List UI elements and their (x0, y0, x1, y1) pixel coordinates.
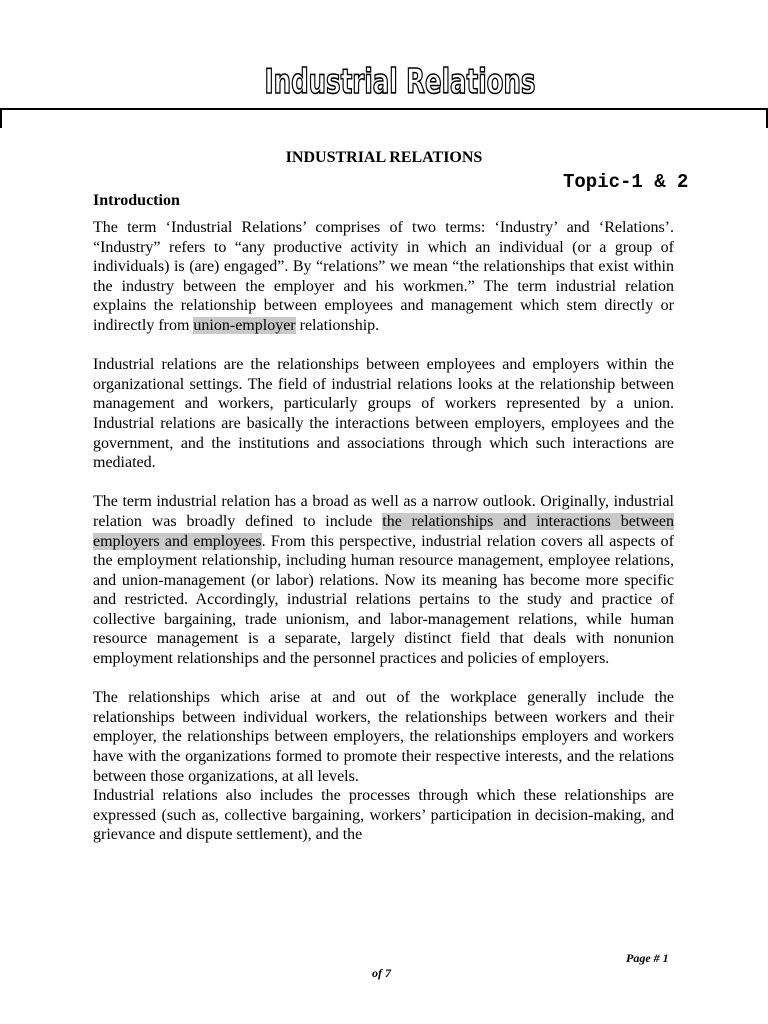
paragraph-3-text-b: . From this perspective, industrial relation covers all aspects of the employment relationship, including human resource management, employee relations, and union-management (or labor) relations. Now its meaning has become more specific and restricted. Accordingly, industrial relations pertains to the study and practice of collective bargaining, trade unionism, and labor-management relations, while human resource management is a separate, largely distinct field that deals with nonunion employment relationships and the personnel practices and policies of employers. (93, 532, 675, 668)
page-count: of 7 (372, 966, 391, 980)
introduction-heading: Introduction (93, 192, 180, 209)
header-rule-left-tick (0, 108, 2, 128)
paragraph-3-highlight: the relationships and interactions between employers and employees (93, 512, 675, 550)
paragraph-5: Industrial relations also includes the processes through which these relationships are expressed (such as, collective bargaining, workers’ participation in decision-making, and grievance and dispute settlement), and the (93, 787, 674, 844)
paragraph-2: Industrial relations are the relationships between employees and employers within the organizational settings. The field of industrial relations looks at the relationship between management and workers, particularly groups of workers represented by a union. Industrial relations are basically the interactions between employers, employees and the government, and the institutions and associations through which such interactions are mediated. (93, 356, 674, 472)
topic-label: Topic-1 & 2 (563, 171, 689, 193)
header-rule (0, 108, 768, 110)
document-body (93, 218, 674, 845)
page-number: Page # 1 (626, 951, 669, 965)
paragraph-1-text-a: The term ‘Industrial Relations’ comprises of two terms: ‘Industry’ and ‘Relations’. “Industry” refers to “any productive activity in which an individual (or a group of individuals) is (are) engaged”. By “relations” we mean “the relationships that exist within the industry between the employer and his workmen.” The term industrial relation explains the relationship between employees and management which stem directly or indirectly from (93, 219, 674, 334)
paragraph-3 (93, 492, 674, 668)
paragraph-1-highlight: union-employer (193, 316, 296, 334)
document-heading: INDUSTRIAL RELATIONS (285, 149, 483, 166)
paragraph-1-text-b: relationship. (295, 316, 380, 334)
paragraph-1 (93, 218, 674, 336)
header-title: Industrial Relations (264, 62, 536, 102)
paragraph-3-text-a: The term industrial relation has a broad as well as a narrow outlook. Originally, industrial relation was broadly defined to include (93, 493, 674, 530)
paragraph-4: The relationships which arise at and out of the workplace generally include the relationships between individual workers, the relationships between workers and their employer, the relationships between employers, the relationships employers and workers have with the organizations formed to promote their respective interests, and the relations between those organizations, at all levels. (93, 689, 674, 785)
